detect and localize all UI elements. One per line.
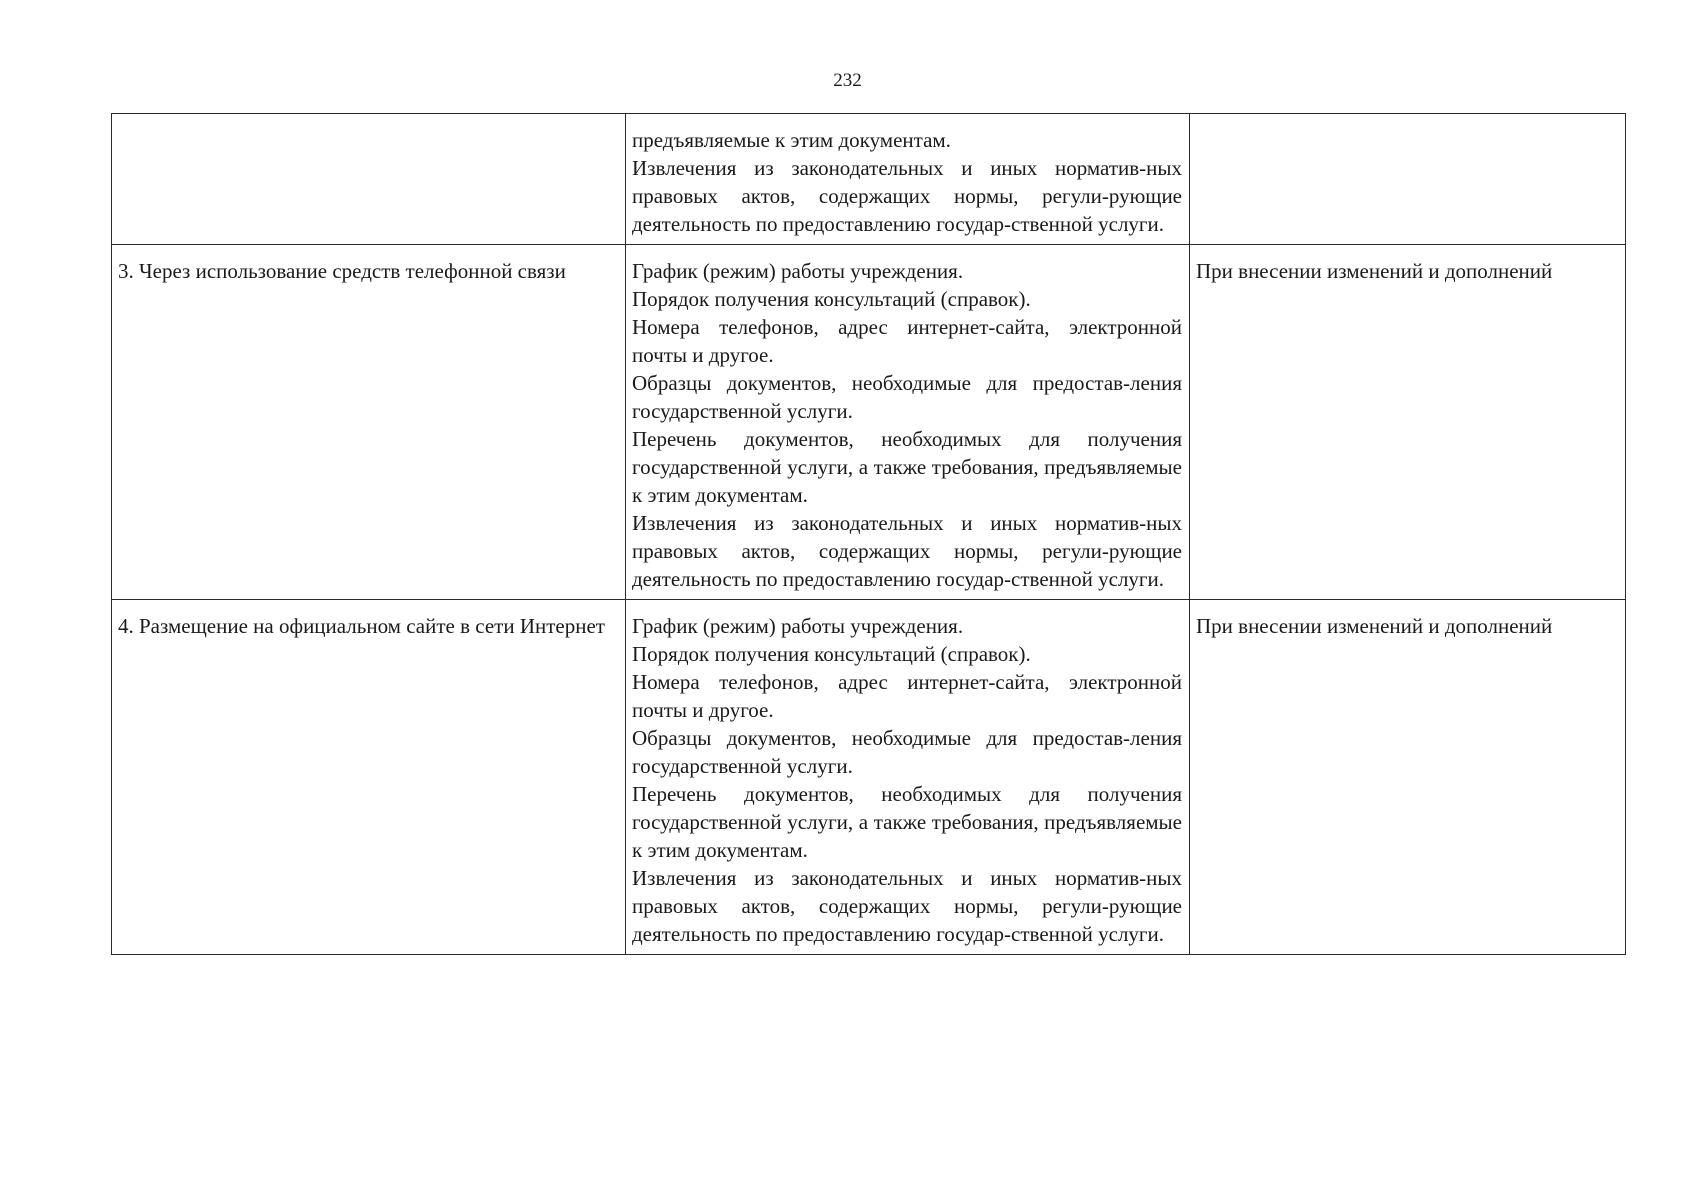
update-text: При внесении изменений и дополнений xyxy=(1196,259,1553,283)
update-text: При внесении изменений и дополнений xyxy=(1196,614,1553,638)
update-cell xyxy=(1190,245,1626,600)
method-text: 3. Через использование средств телефонной связи xyxy=(118,259,566,283)
method-cell xyxy=(112,114,626,245)
content-paragraph: предъявляемые к этим документам. xyxy=(632,128,951,152)
content-paragraph: Порядок получения консультаций (справок). xyxy=(632,642,1031,666)
content-paragraph: График (режим) работы учреждения. xyxy=(632,259,964,283)
table-row xyxy=(112,600,1626,955)
method-cell xyxy=(112,600,626,955)
table-row xyxy=(112,114,1626,245)
table-row xyxy=(112,245,1626,600)
content-paragraph: Перечень документов, необходимых для получения государственной услуги, а также требования, предъявляемые к этим документам. xyxy=(632,427,1182,507)
update-cell xyxy=(1190,600,1626,955)
content-paragraph: Извлечения из законодательных и иных норматив-ных правовых актов, содержащих нормы, регули-рующие деятельность по предоставлению государ-ственной услуги. xyxy=(632,866,1182,946)
content-paragraph: Извлечения из законодательных и иных норматив-ных правовых актов, содержащих нормы, регули-рующие деятельность по предоставлению государ-ственной услуги. xyxy=(632,511,1182,591)
content-paragraph: Порядок получения консультаций (справок). xyxy=(632,287,1031,311)
content-paragraph: Образцы документов, необходимые для предостав-ления государственной услуги. xyxy=(632,371,1182,423)
content-cell xyxy=(626,245,1190,600)
method-text: 4. Размещение на официальном сайте в сети Интернет xyxy=(118,614,605,638)
content-paragraph: Номера телефонов, адрес интернет-сайта, электронной почты и другое. xyxy=(632,670,1182,722)
content-paragraph: Образцы документов, необходимые для предостав-ления государственной услуги. xyxy=(632,726,1182,778)
page-number: 232 xyxy=(833,70,862,91)
content-cell xyxy=(626,114,1190,245)
information-table xyxy=(111,113,1626,955)
content-paragraph: График (режим) работы учреждения. xyxy=(632,614,964,638)
content-cell xyxy=(626,600,1190,955)
content-paragraph: Перечень документов, необходимых для получения государственной услуги, а также требования, предъявляемые к этим документам. xyxy=(632,782,1182,862)
content-paragraph: Номера телефонов, адрес интернет-сайта, электронной почты и другое. xyxy=(632,315,1182,367)
update-cell xyxy=(1190,114,1626,245)
content-paragraph: Извлечения из законодательных и иных норматив-ных правовых актов, содержащих нормы, регули-рующие деятельность по предоставлению государ-ственной услуги. xyxy=(632,156,1182,236)
method-cell xyxy=(112,245,626,600)
